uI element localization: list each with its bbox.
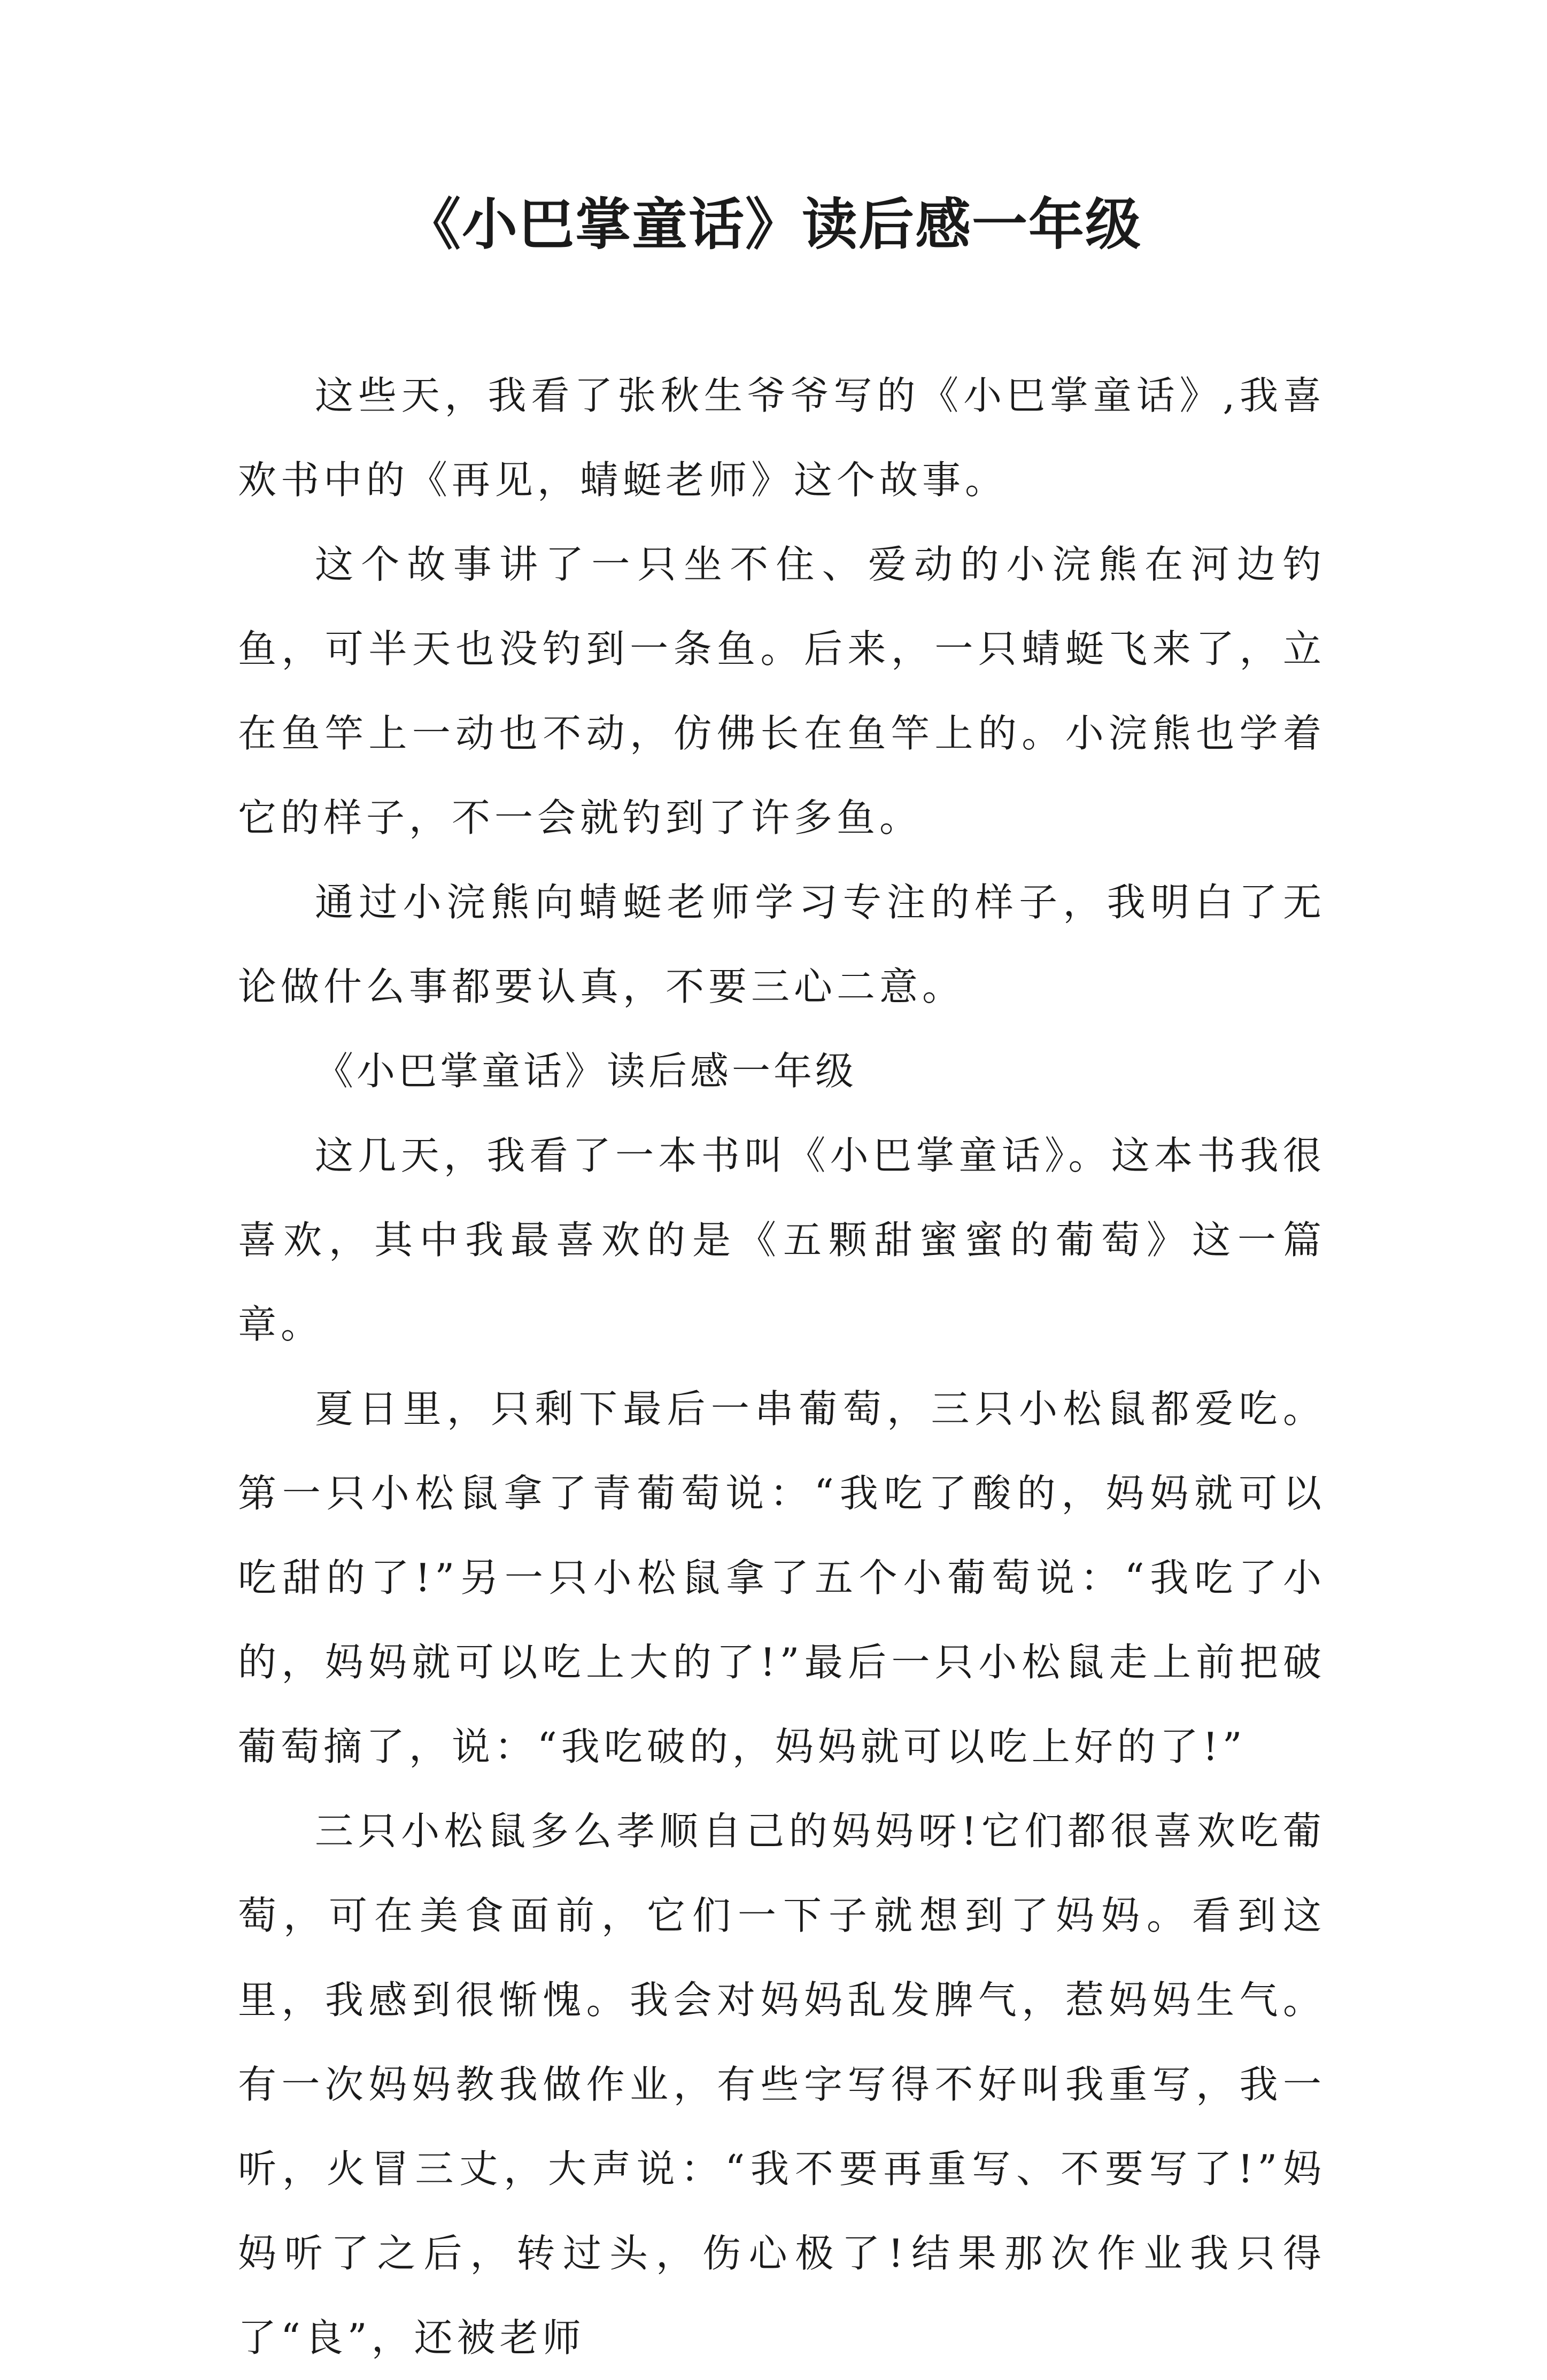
paragraph: 这些天，我看了张秋生爷爷写的《小巴掌童话》,我喜欢书中的《再见，蜻蜓老师》这个故事。 bbox=[238, 373, 1326, 502]
paragraph: 夏日里，只剩下最后一串葡萄，三只小松鼠都爱吃。第一只小松鼠拿了青葡萄说：“我吃了酸的，妈妈就可以吃甜的了!”另一只小松鼠拿了五个小葡萄说：“我吃了小的，妈妈就可以吃上大的了!”最后一只小松鼠走上前把破葡萄摘了，说：“我吃破的，妈妈就可以吃上好的了!” bbox=[238, 1386, 1326, 1769]
paragraph: 这个故事讲了一只坐不住、爱动的小浣熊在河边钓鱼，可半天也没钓到一条鱼。后来，一只蜻蜓飞来了，立在鱼竿上一动也不动，仿佛长在鱼竿上的。小浣熊也学着它的样子，不一会就钓到了许多鱼。 bbox=[238, 542, 1326, 840]
document-title: 《小巴掌童话》读后感一年级 bbox=[405, 191, 1142, 257]
section-subtitle: 《小巴掌童话》读后感一年级 bbox=[315, 1049, 857, 1094]
document-body bbox=[238, 353, 1326, 2380]
paragraph: 这几天，我看了一本书叫《小巴掌童话》。这本书我很喜欢，其中我最喜欢的是《五颗甜蜜蜜的葡萄》这一篇章。 bbox=[238, 1133, 1326, 1347]
paragraph: 三只小松鼠多么孝顺自己的妈妈呀!它们都很喜欢吃葡萄，可在美食面前，它们一下子就想到了妈妈。看到这里，我感到很惭愧。我会对妈妈乱发脾气，惹妈妈生气。有一次妈妈教我做作业，有些字写得不好叫我重写，我一听，火冒三丈，大声说：“我不要再重写、不要写了!”妈妈听了之后，转过头，伤心极了!结果那次作业我只得了“良”，还被老师 bbox=[238, 1809, 1326, 2360]
paragraph: 通过小浣熊向蜻蜓老师学习专注的样子，我明白了无论做什么事都要认真，不要三心二意。 bbox=[238, 880, 1326, 1009]
